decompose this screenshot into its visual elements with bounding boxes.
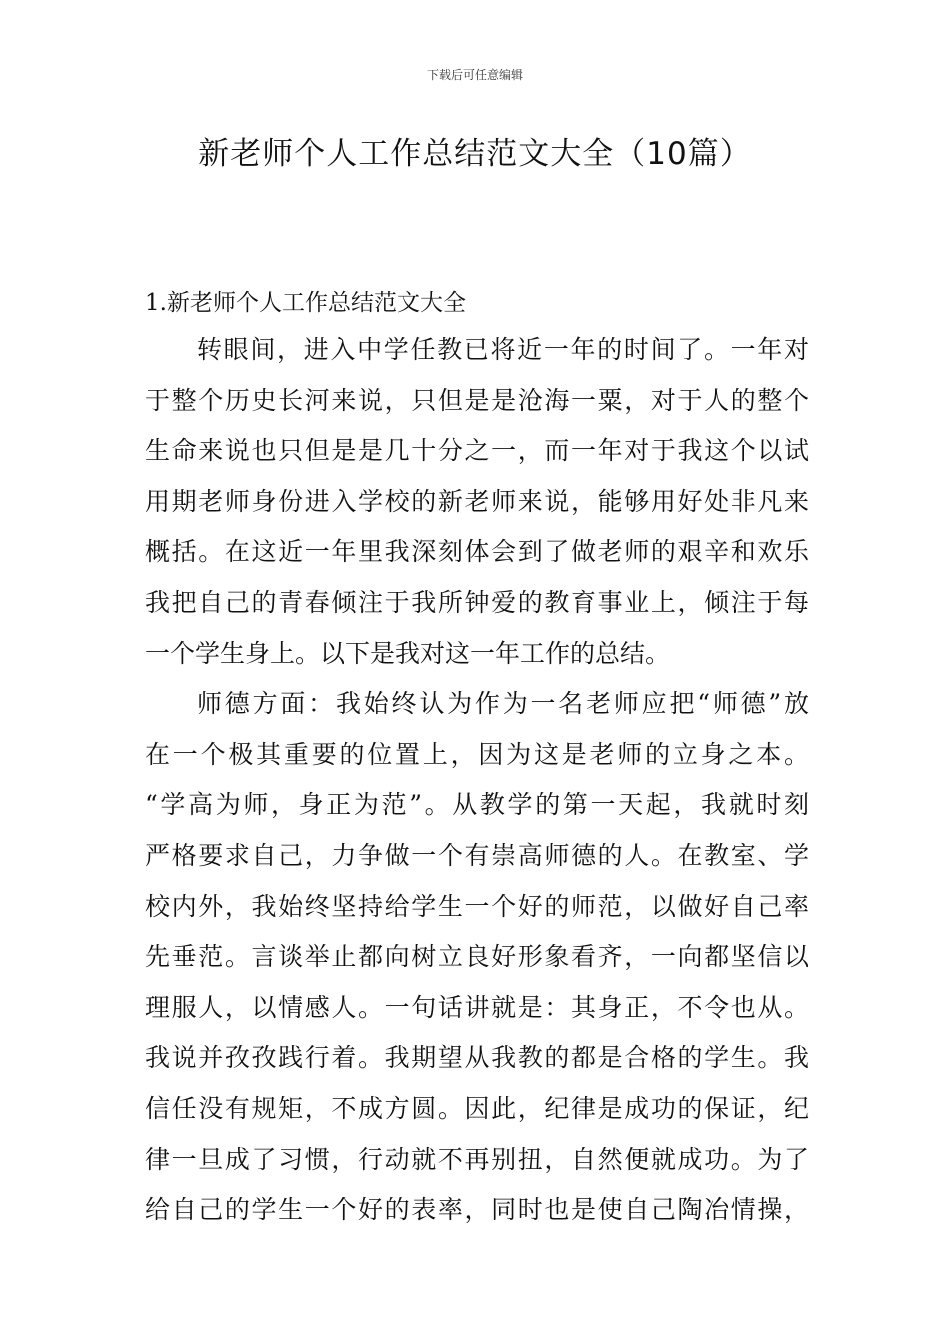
body-text bbox=[145, 325, 809, 1236]
text-line: 先垂范。言谈举止都向树立良好形象看齐，一向都坚信以 bbox=[145, 942, 809, 972]
text-line: 信任没有规矩，不成方圆。因此，纪律是成功的保证，纪 bbox=[145, 1093, 809, 1123]
text-line: 于整个历史长河来说，只但是是沧海一粟，对于人的整个 bbox=[145, 385, 809, 415]
text-line: 我把自己的青春倾注于我所钟爱的教育事业上，倾注于每 bbox=[145, 587, 809, 617]
section-heading: 1.新老师个人工作总结范文大全 bbox=[145, 290, 466, 316]
text-line: 用期老师身份进入学校的新老师来说，能够用好处非凡来 bbox=[145, 486, 809, 516]
text-line: “学高为师，身正为范”。从教学的第一天起，我就时刻 bbox=[145, 790, 809, 820]
text-line: 转眼间，进入中学任教已将近一年的时间了。一年对 bbox=[197, 335, 809, 364]
text-line: 生命来说也只但是是几十分之一，而一年对于我这个以试 bbox=[145, 436, 809, 466]
text-line: 一个学生身上。以下是我对这一年工作的总结。 bbox=[145, 638, 671, 668]
text-line: 给自己的学生一个好的表率，同时也是使自己陶冶情操， bbox=[145, 1195, 809, 1225]
text-line: 师德方面：我始终认为作为一名老师应把“师德”放 bbox=[197, 689, 809, 719]
text-line: 理服人，以情感人。一句话讲就是：其身正，不令也从。 bbox=[145, 992, 809, 1022]
text-line: 校内外，我始终坚持给学生一个好的师范，以做好自己率 bbox=[145, 891, 809, 921]
text-line: 我说并孜孜践行着。我期望从我教的都是合格的学生。我 bbox=[145, 1043, 809, 1073]
header-note: 下载后可任意编辑 bbox=[426, 68, 523, 82]
text-line: 在一个极其重要的位置上，因为这是老师的立身之本。 bbox=[145, 739, 809, 769]
document-title: 新老师个人工作总结范文大全（10篇） bbox=[198, 136, 752, 172]
text-line: 律一旦成了习惯，行动就不再别扭，自然便就成功。为了 bbox=[145, 1144, 809, 1174]
text-line: 严格要求自己，力争做一个有崇高师德的人。在教室、学 bbox=[145, 840, 809, 870]
text-line: 概括。在这近一年里我深刻体会到了做老师的艰辛和欢乐 bbox=[145, 537, 809, 567]
